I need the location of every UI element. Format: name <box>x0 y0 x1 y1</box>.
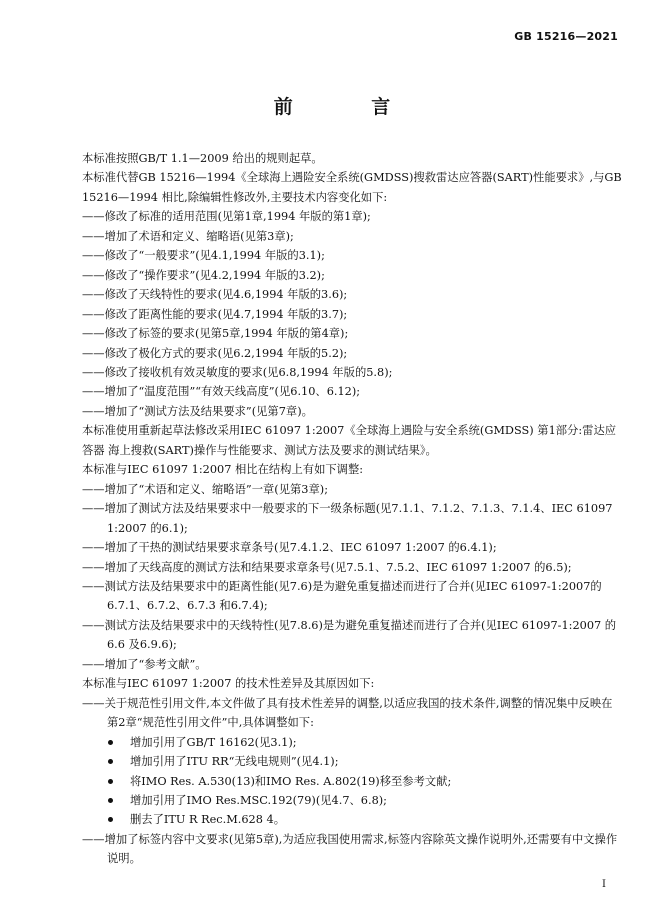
dash-list-item: ——增加了术语和定义、缩略语(见第3章); <box>82 229 294 243</box>
bullet-dot-icon <box>108 779 113 784</box>
bullet-list-item <box>82 733 622 752</box>
dash-list-item: ——增加了测试方法及结果要求中一般要求的下一级条标题(见7.1.1、7.1.2、7.1.3、7.1.4、IEC 61097 1:2007 的6.1); <box>82 502 613 535</box>
bullet-list-item <box>82 772 622 791</box>
dash-list-item: ——测试方法及结果要求中的距离性能(见7.6)是为避免重复描述而进行了合并(见IEC 61097-1:2007的6.7.1、6.7.2、6.7.3 和6.7.4); <box>82 579 602 613</box>
dash-list-item: ——修改了标签的要求(见第5章,1994 年版的第4章); <box>82 327 349 341</box>
bullet-text: 将IMO Res. A.530(13)和IMO Res. A.802(19)移至参考文献; <box>130 774 452 788</box>
bullet-list-item <box>82 810 622 829</box>
bullet-text: 增加引用了ITU RR“无线电规则”(见4.1); <box>130 755 339 769</box>
bullet-dot-icon <box>108 798 113 803</box>
dash-list-item: ——增加了标签内容中文要求(见第5章),为适应我国使用需求,标签内容除英文操作说明外,还需要有中文操作说明。 <box>82 832 618 866</box>
dash-list-item: ——增加了天线高度的测试方法和结果要求章条号(见7.5.1、7.5.2、IEC 61097 1:2007 的6.5); <box>82 560 572 574</box>
bullet-dot-icon <box>108 740 113 745</box>
bullet-list-item <box>82 752 622 771</box>
dash-list-item: ——修改了标准的适用范围(见第1章,1994 年版的第1章); <box>82 210 371 224</box>
bullet-text: 增加引用了GB/T 16162(见3.1); <box>130 735 297 749</box>
paragraph: 本标准按照GB/T 1.1—2009 给出的规则起草。 <box>82 152 323 165</box>
paragraph: 本标准使用重新起草法修改采用IEC 61097 1:2007《全球海上遇险与安全系统(GMDSS) 第1部分:雷达应答器 海上搜救(SART)操作与性能要求、测试方法及要求的测试结果》。 <box>82 424 617 457</box>
paragraph: 本标准代替GB 15216—1994《全球海上遇险安全系统(GMDSS)搜救雷达应答器(SART)性能要求》,与GB 15216—1994 相比,除编辑性修改外,主要技术内容变化如下: <box>82 171 622 204</box>
page-number: I <box>602 879 606 890</box>
paragraph: 本标准与IEC 61097 1:2007 相比在结构上有如下调整: <box>82 463 364 477</box>
dash-list-item: ——修改了“一般要求”(见4.1,1994 年版的3.1); <box>82 249 325 263</box>
dash-list-item: ——增加了“测试方法及结果要求”(见第7章)。 <box>82 404 313 418</box>
dash-list-item: ——修改了距离性能的要求(见4.7,1994 年版的3.7); <box>82 307 348 321</box>
standard-number: GB 15216—2021 <box>514 30 618 43</box>
document-body <box>82 149 622 869</box>
dash-list-item: ——修改了接收机有效灵敏度的要求(见6.8,1994 年版的5.8); <box>82 365 393 379</box>
dash-list-item: ——修改了极化方式的要求(见6.2,1994 年版的5.2); <box>82 346 348 360</box>
dash-list-item: ——增加了“术语和定义、缩略语”一章(见第3章); <box>82 482 329 496</box>
dash-list-item: ——关于规范性引用文件,本文件做了具有技术性差异的调整,以适应我国的技术条件,调整的情况集中反映在第2章“规范性引用文件”中,具体调整如下: <box>82 696 613 730</box>
dash-list-item: ——修改了天线特性的要求(见4.6,1994 年版的3.6); <box>82 288 348 302</box>
bullet-text: 删去了ITU R Rec.M.628 4。 <box>130 813 286 827</box>
dash-list-item: ——增加了干热的测试结果要求章条号(见7.4.1.2、IEC 61097 1:2007 的6.4.1); <box>82 541 497 555</box>
dash-list-item: ——增加了“参考文献”。 <box>82 657 207 671</box>
bullet-list-item <box>82 791 622 810</box>
dash-list-item: ——增加了“温度范围”“有效天线高度”(见6.10、6.12); <box>82 385 361 399</box>
dash-list-item: ——测试方法及结果要求中的天线特性(见7.8.6)是为避免重复描述而进行了合并(见IEC 61097-1:2007 的6.6 及6.9.6); <box>82 618 617 652</box>
page-title: 前 言 <box>273 96 427 118</box>
bullet-text: 增加引用了IMO Res.MSC.192(79)(见4.7、6.8); <box>130 793 387 807</box>
dash-list-item: ——修改了“操作要求”(见4.2,1994 年版的3.2); <box>82 268 325 282</box>
paragraph: 本标准与IEC 61097 1:2007 的技术性差异及其原因如下: <box>82 677 375 691</box>
